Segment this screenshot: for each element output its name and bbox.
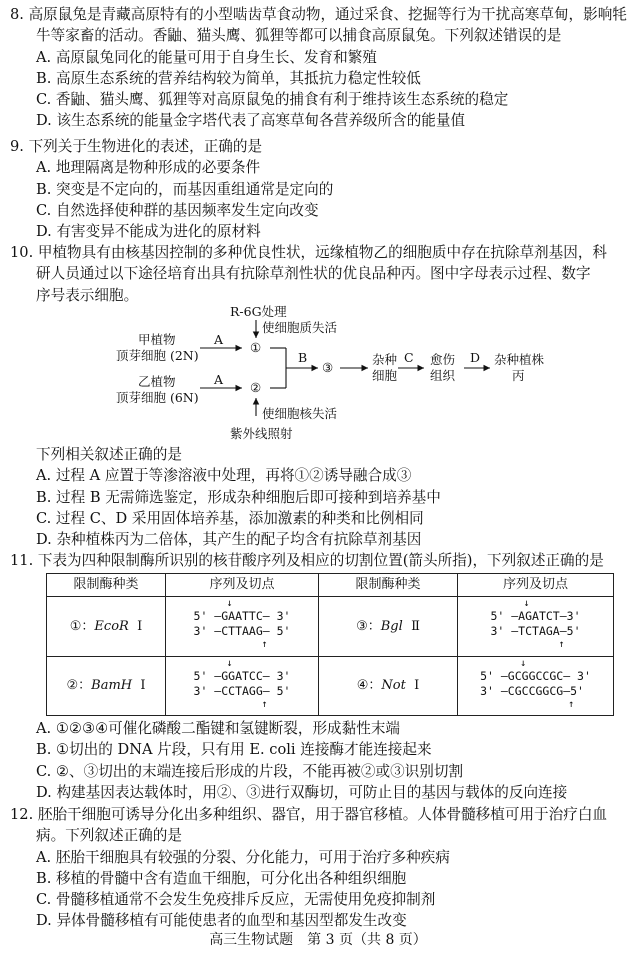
table-header-cell: 序列及切点 (458, 574, 614, 597)
q9-stem-line: 9. 下列关于生物进化的表述，正确的是 (10, 138, 263, 155)
cell-3-label: ③ (322, 360, 334, 375)
plant-a-cell-label: 顶芽细胞 (2N) (116, 348, 199, 363)
cut-arrow-up-icon: ↑ (261, 698, 268, 710)
question-10-options (10, 444, 628, 550)
sequence (194, 598, 291, 650)
q8-option-d: D. 该生态系统的能量金字塔代表了高寒草甸各营养级所含的能量值 (36, 112, 466, 130)
sequence-top: 5' –GAATTC– 3' (193, 609, 291, 624)
sequence-bottom: 3' –CGCCGGCG–5' (480, 683, 584, 698)
sequence-bottom: 3' –CCTAGG– 5' (193, 683, 291, 698)
enzyme-roman: Ⅰ (414, 678, 420, 694)
q10-option-b: B. 过程 B 无需筛选鉴定，形成杂种细胞后即可接种到培养基中 (36, 488, 441, 506)
table-row (47, 597, 614, 657)
restriction-enzyme-table (46, 573, 614, 716)
sequence-top: 5' –GCGGCCGC– 3' (480, 668, 591, 683)
table-header-row (47, 574, 614, 597)
inactivate-cytoplasm-label: 使细胞质失活 (262, 320, 338, 335)
q10-intro: 下列相关叙述正确的是 (36, 446, 182, 463)
enzyme-name: EcoR (94, 618, 129, 634)
q10-option-d: D. 杂种植株丙为二倍体，其产生的配子均含有抗除草剂基因 (36, 531, 422, 549)
q12-stem-line: 病。下列叙述正确的是 (36, 827, 182, 845)
q11-stem-line: 11. 下表为四种限制酶所识别的核苷酸序列及相应的切割位置(箭头所指)，下列叙述正确的是 (10, 552, 604, 569)
sequence (480, 658, 591, 710)
enzyme-name-cell (319, 597, 458, 657)
q10-option-c: C. 过程 C、D 采用固体培养基，添加激素的种类和比例相同 (36, 509, 424, 527)
q11-option-d: D. 构建基因表达载体时，用②、③进行双酶切，可防止目的基因与载体的反向连接 (36, 783, 568, 801)
enzyme-name: BamH (91, 678, 133, 694)
question-9 (10, 136, 628, 242)
cell-2-label: ② (250, 380, 262, 395)
enzyme-number: ④： (356, 678, 382, 694)
step-b-label: B (298, 350, 308, 365)
q10-stem-line: 序号表示细胞。 (36, 286, 139, 304)
enzyme-number: ③： (356, 618, 381, 634)
sequence-bottom: 3' –CTTAAG– 5' (193, 624, 291, 639)
cell-1-label: ① (250, 340, 262, 355)
enzyme-name-cell (47, 656, 166, 716)
table-header-cell: 限制酶种类 (319, 574, 458, 597)
plant-a-label: 甲植物 (138, 332, 176, 347)
q10-option-a: A. 过程 A 应置于等渗溶液中处理，再将①②诱导融合成③ (36, 467, 412, 485)
callus-label: 组织 (430, 368, 456, 383)
q8-stem-line: 牛等家畜的活动。香鼬、猫头鹰、狐狸等都可以捕食高原鼠兔。下列叙述错误的是 (36, 27, 562, 45)
question-8 (10, 4, 628, 132)
table-header-cell: 限制酶种类 (47, 574, 166, 597)
question-12 (10, 804, 628, 932)
q12-stem-line: 12. 胚胎干细胞可诱导分化出多种组织、器官，用于器官移植。人体骨髓移植可用于治疗白血 (10, 806, 608, 823)
callus-label: 愈伤 (430, 352, 456, 367)
cut-arrow-up-icon: ↑ (261, 639, 268, 651)
enzyme-name-cell (47, 597, 166, 657)
sequence (194, 658, 291, 710)
q9-option-d: D. 有害变异不能成为进化的原材料 (36, 223, 261, 241)
step-a-label: A (214, 332, 224, 347)
q9-option-b: B. 突变是不定向的，而基因重组通常是定向的 (36, 180, 334, 198)
table-header-cell: 序列及切点 (166, 574, 319, 597)
step-c-label: C (404, 350, 414, 365)
q11-option-b: B. ①切出的 DNA 片段，只有用 E. coli 连接酶才能连接起来 (36, 741, 432, 759)
question-10 (10, 242, 628, 306)
sequence-top: 5' –AGATCT–3' (490, 609, 581, 624)
hybrid-plant-label: 丙 (512, 368, 525, 383)
q12-option-d: D. 异体骨髓移植有可能使患者的血型和基因型都发生改变 (36, 912, 407, 930)
q9-option-a: A. 地理隔离是物种形成的必要条件 (36, 159, 261, 177)
q11-option-c: C. ②、③切出的末端连接后形成的片段，不能再被②或③识别切割 (36, 762, 464, 780)
cut-arrow-down-icon: ↓ (226, 598, 233, 610)
sequence-cell (458, 597, 614, 657)
step-a-label: A (214, 372, 224, 387)
sequence (490, 598, 580, 650)
r6g-label: R-6G处理 (230, 304, 287, 319)
question-11 (10, 550, 628, 571)
enzyme-roman: Ⅰ (140, 678, 146, 694)
hybrid-cell-label: 杂种 (372, 352, 398, 367)
hybrid-cell-label: 细胞 (372, 368, 398, 383)
enzyme-name-cell (319, 656, 458, 716)
enzyme-name: Bgl (380, 618, 403, 634)
q9-option-c: C. 自然选择使种群的基因频率发生定向改变 (36, 201, 319, 219)
sequence-cell (166, 656, 319, 716)
cut-arrow-down-icon: ↓ (226, 657, 233, 669)
q8-option-b: B. 高原生态系统的营养结构较为简单，其抵抗力稳定性较低 (36, 69, 421, 87)
sequence-top: 5' –GGATCC– 3' (193, 668, 291, 683)
enzyme-roman: Ⅰ (137, 618, 143, 634)
q10-stem-line: 研人员通过以下途径培育出具有抗除草剂性状的优良品种丙。图中字母表示过程、数字 (36, 265, 591, 283)
q8-stem-line: 8. 高原鼠兔是青藏高原特有的小型啮齿草食动物，通过采食、挖掘等行为干扰高寒草甸，影响牦 (10, 6, 627, 23)
cut-arrow-down-icon: ↓ (520, 657, 527, 669)
q8-option-a: A. 高原鼠兔同化的能量可用于自身生长、发育和繁殖 (36, 48, 377, 66)
enzyme-number: ①： (69, 618, 95, 634)
q8-option-c: C. 香鼬、猫头鹰、狐狸等对高原鼠兔的捕食有利于维持该生态系统的稳定 (36, 91, 509, 109)
table-row (47, 656, 614, 716)
plant-b-cell-label: 顶芽细胞 (6N) (116, 390, 199, 405)
sequence-cell (458, 656, 614, 716)
q12-option-b: B. 移植的骨髓中含有造血干细胞，可分化出各种组织细胞 (36, 869, 407, 887)
cut-arrow-up-icon: ↑ (558, 639, 565, 651)
inactivate-nucleus-label: 使细胞核失活 (262, 406, 338, 421)
page-footer: 高三生物试题 第 3 页（共 8 页） (209, 932, 427, 948)
question-11-options (10, 718, 628, 803)
enzyme-roman: Ⅱ (411, 618, 420, 634)
cut-arrow-up-icon: ↑ (568, 698, 575, 710)
step-d-label: D (470, 350, 481, 365)
protoplast-fusion-diagram (110, 302, 570, 444)
enzyme-name: Not (381, 678, 406, 694)
cut-arrow-down-icon: ↓ (523, 598, 530, 610)
hybrid-plant-label: 杂种植株 (494, 352, 545, 367)
q12-option-c: C. 骨髓移植通常不会发生免疫排斥反应，无需使用免疫抑制剂 (36, 891, 436, 909)
q10-stem-line: 10. 甲植物具有由核基因控制的多种优良性状，远缘植物乙的细胞质中存在抗除草剂基因，科 (10, 244, 608, 261)
enzyme-number: ②： (66, 678, 92, 694)
diagram-arrows (110, 302, 570, 444)
q11-option-a: A. ①②③④可催化磷酸二酯键和氢键断裂，形成黏性末端 (36, 720, 401, 737)
q12-option-a: A. 胚胎干细胞具有较强的分裂、分化能力，可用于治疗多种疾病 (36, 848, 450, 866)
uv-label: 紫外线照射 (230, 426, 293, 441)
sequence-bottom: 3' –TCTAGA–5' (490, 624, 581, 639)
plant-b-label: 乙植物 (138, 374, 176, 389)
sequence-cell (166, 597, 319, 657)
